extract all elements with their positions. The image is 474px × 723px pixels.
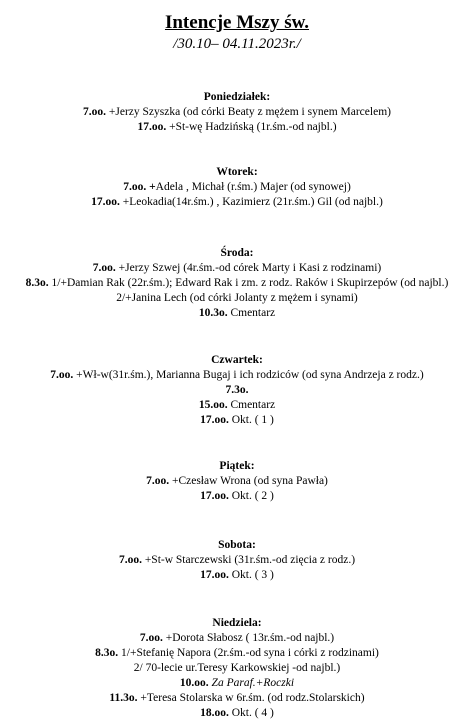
intention-text: Cmentarz: [227, 399, 276, 411]
mass-intention: [0, 691, 474, 706]
document-title: Intencje Mszy św.: [164, 12, 310, 33]
mass-intention: [0, 276, 474, 291]
mass-intention: [0, 398, 474, 413]
intention-text: +Jerzy Szwej (4r.śm.-od córek Marty i Kasi z rodzinami): [115, 262, 382, 274]
mass-time: 10.3o.: [198, 307, 228, 319]
intention-text: +Czesław Wrona (od syna Pawła): [169, 475, 328, 487]
day-tuesday: [0, 165, 474, 210]
intention-text: Okt. ( 3 ): [228, 569, 274, 581]
mass-intention: [0, 105, 474, 120]
mass-time: 7.oo.: [118, 554, 142, 566]
mass-intention: [0, 631, 474, 646]
mass-time: 17.oo.: [91, 196, 120, 208]
mass-time: 7.3o.: [225, 384, 249, 396]
mass-intention: [0, 383, 474, 398]
mass-time: 17.oo.: [200, 569, 229, 581]
mass-intention: [0, 180, 474, 195]
mass-intention: [0, 261, 474, 276]
mass-intention: [0, 676, 474, 691]
day-wednesday: [0, 246, 474, 321]
intention-text: Okt. ( 1 ): [228, 414, 274, 426]
intention-text: +Dorota Słabosz ( 13r.śm.-od najbl.): [162, 632, 335, 644]
day-saturday: [0, 538, 474, 583]
day-name: Środa:: [220, 247, 254, 259]
intention-text: 2/+Janina Lech (od córki Jolanty z mężem i synami): [116, 292, 358, 304]
intention-text: Za Paraf.+Roczki: [208, 677, 295, 689]
mass-time: 7.oo.: [92, 262, 116, 274]
day-thursday: [0, 353, 474, 428]
mass-time: 8.3o.: [95, 647, 119, 659]
mass-time: 11.3o.: [109, 692, 138, 704]
intention-text: +Wł-w(31r.śm.), Marianna Bugaj i ich rodziców (od syna Andrzeja z rodz.): [73, 369, 424, 381]
mass-time: 15.oo.: [198, 399, 228, 411]
day-name: Poniedziałek:: [203, 91, 271, 103]
intention-text: +Teresa Stolarska w 6r.śm. (od rodz.Stolarskich): [137, 692, 365, 704]
date-range-subtitle: /30.10– 04.11.2023r./: [173, 36, 301, 52]
intention-text: Okt. ( 4 ): [228, 707, 274, 719]
mass-intention: [0, 368, 474, 383]
mass-intention: [0, 195, 474, 210]
intention-text: +St-wę Hadzińską (1r.śm.-od najbl.): [166, 121, 337, 133]
day-name: Wtorek:: [216, 166, 258, 178]
mass-intention: [0, 413, 474, 428]
mass-intention: [0, 291, 474, 306]
mass-intention: [0, 474, 474, 489]
mass-intention: [0, 553, 474, 568]
mass-time: 10.oo.: [179, 677, 209, 689]
mass-intention: [0, 489, 474, 504]
day-name: Niedziela:: [212, 617, 262, 629]
intention-text: +Jerzy Szyszka (od córki Beaty z mężem i synem Marcelem): [106, 106, 391, 118]
mass-time: 18.oo.: [200, 707, 229, 719]
intention-text: Cmentarz: [227, 307, 276, 319]
day-name: Czwartek:: [211, 354, 263, 366]
day-friday: [0, 459, 474, 504]
intention-text: Adela , Michał (r.śm.) Majer (od synowej): [155, 181, 351, 193]
mass-time: 7.oo.: [83, 106, 107, 118]
mass-time: 17.oo.: [137, 121, 167, 133]
mass-intention: [0, 120, 474, 135]
mass-time: 17.oo.: [200, 414, 229, 426]
mass-intention: [0, 661, 474, 676]
mass-time: 7.oo.: [50, 369, 74, 381]
mass-time: 8.3o.: [25, 277, 49, 289]
intention-text: +St-w Starczewski (31r.śm.-od zięcia z rodz.): [141, 554, 356, 566]
day-name: Sobota:: [218, 539, 256, 551]
mass-intention: [0, 646, 474, 661]
day-name: Piątek:: [219, 460, 255, 472]
intention-text: Okt. ( 2 ): [228, 490, 274, 502]
mass-time: 17.oo.: [200, 490, 229, 502]
mass-time: 7.oo.: [139, 632, 163, 644]
intention-text: 1/+Stefanię Napora (2r.śm.-od syna i córki z rodzinami): [118, 647, 379, 659]
intention-text: 2/ 70-lecie ur.Teresy Karkowskiej -od najbl.): [133, 662, 341, 674]
day-sunday: [0, 616, 474, 721]
mass-intention: [0, 306, 474, 321]
mass-time: 7.oo.: [146, 475, 170, 487]
mass-time: 7.oo. +: [123, 181, 156, 193]
mass-intention: [0, 706, 474, 721]
day-monday: [0, 90, 474, 135]
intention-text: +Leokadia(14r.śm.) , Kazimierz (21r.śm.) Gil (od najbl.): [119, 196, 383, 208]
intention-text: 1/+Damian Rak (22r.śm.); Edward Rak i zm. z rodz. Raków i Skupirzepów (od najbl.): [48, 277, 449, 289]
mass-intention: [0, 568, 474, 583]
